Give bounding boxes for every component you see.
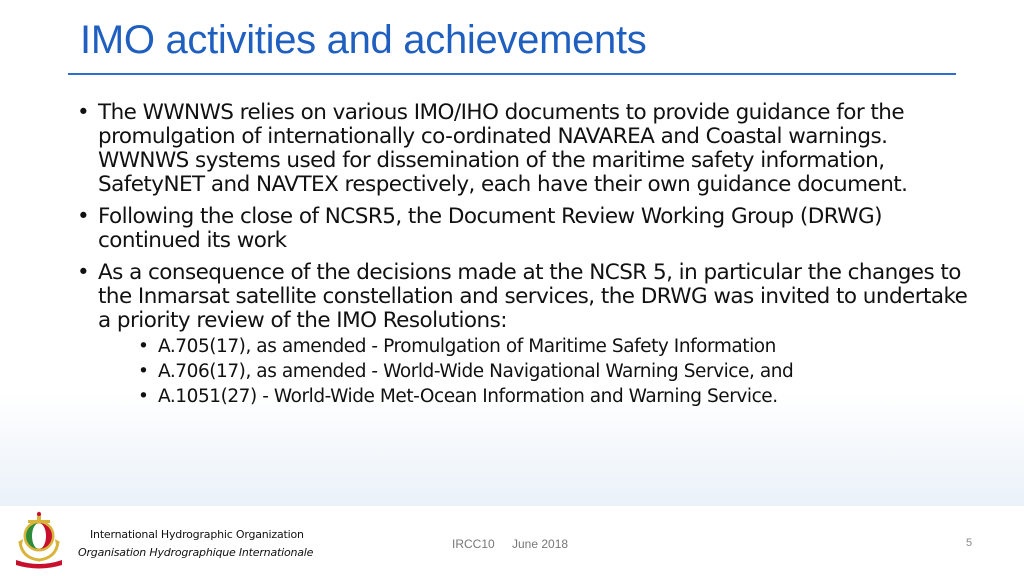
title-divider <box>68 73 956 75</box>
footer-event: IRCC10 <box>452 537 495 551</box>
bullet-item: • Following the close of NCSR5, the Document Review Working Group (DRWG) continued its work <box>76 205 976 253</box>
sub-bullet-item: • A.1051(27) - World-Wide Met-Ocean Information and Warning Service. <box>98 384 976 409</box>
sub-bullet-item: • A.705(17), as amended - Promulgation of Maritime Safety Information <box>98 334 976 359</box>
bullet-text: As a consequence of the decisions made at the NCSR 5, in particular the changes to the Inmarsat satellite constellation and services, the DRWG was invited to undertake a priority review of the IMO Resolutions: <box>98 260 968 333</box>
footer-date: June 2018 <box>512 537 569 551</box>
bullet-item <box>76 261 976 409</box>
sub-bullet-list <box>98 334 976 409</box>
org-name-french: Organisation Hydrographique Internationale <box>78 546 314 559</box>
slide-title: IMO activities and achievements <box>80 18 647 62</box>
bullet-item: • The WWNWS relies on various IMO/IHO documents to provide guidance for the promulgation of internationally co-ordinated NAVAREA and Coastal warnings. WWNWS systems used for dissemination of the maritime safety information, SafetyNET and NAVTEX respectively, each have their own guidance document. <box>76 101 976 197</box>
sub-bullet-item: • A.706(17), as amended - World-Wide Navigational Warning Service, and <box>98 359 976 384</box>
slide-body <box>76 101 976 417</box>
iho-logo-icon <box>12 508 66 570</box>
org-name-english: International Hydrographic Organization <box>90 528 304 541</box>
page-number: 5 <box>966 537 973 549</box>
